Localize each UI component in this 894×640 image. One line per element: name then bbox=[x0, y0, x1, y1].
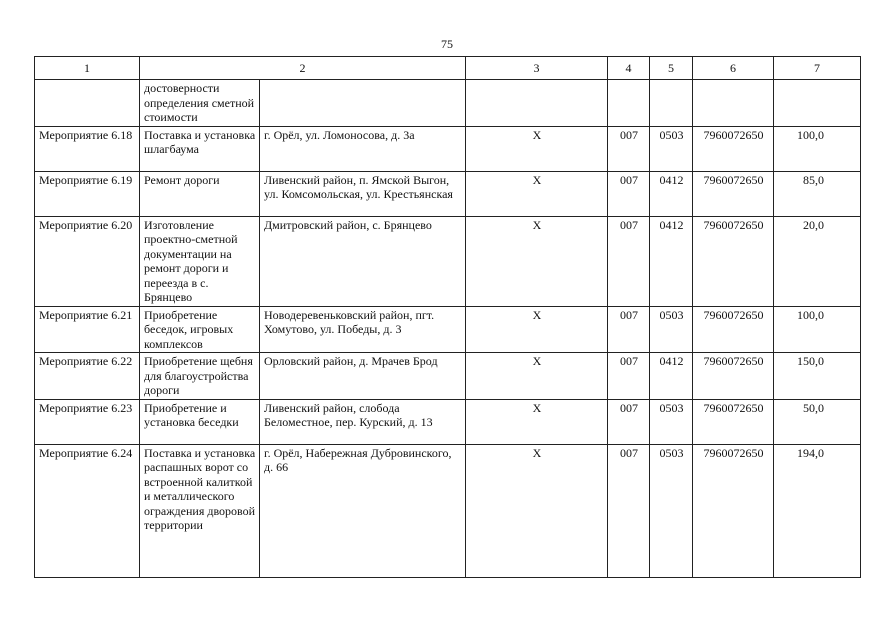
measure-id-cell: Мероприятие 6.23 bbox=[35, 399, 140, 444]
section-cell: 0412 bbox=[650, 171, 693, 216]
column-header-1: 1 bbox=[35, 57, 140, 80]
target-article-cell: 7960072650 bbox=[693, 306, 774, 353]
address-cell: г. Орёл, ул. Ломоносова, д. 3а bbox=[260, 126, 466, 171]
measure-id-cell bbox=[35, 80, 140, 127]
address-cell: Дмитровский район, с. Брянцево bbox=[260, 216, 466, 306]
target-article-cell: 7960072650 bbox=[693, 444, 774, 577]
code-cell: 007 bbox=[608, 399, 650, 444]
amount-cell bbox=[774, 80, 861, 127]
code-cell: 007 bbox=[608, 126, 650, 171]
budget-table bbox=[34, 56, 861, 578]
amount-cell: 50,0 bbox=[774, 399, 861, 444]
mark-cell: Х bbox=[466, 353, 608, 400]
table-row bbox=[35, 216, 861, 306]
measure-id-cell: Мероприятие 6.24 bbox=[35, 444, 140, 577]
description-cell: Приобретение и установка беседки bbox=[140, 399, 260, 444]
amount-cell: 150,0 bbox=[774, 353, 861, 400]
section-cell: 0503 bbox=[650, 444, 693, 577]
section-cell: 0503 bbox=[650, 306, 693, 353]
measure-id-cell: Мероприятие 6.21 bbox=[35, 306, 140, 353]
column-header-3: 3 bbox=[466, 57, 608, 80]
column-header-2: 2 bbox=[140, 57, 466, 80]
target-article-cell: 7960072650 bbox=[693, 126, 774, 171]
section-cell: 0503 bbox=[650, 126, 693, 171]
mark-cell: Х bbox=[466, 444, 608, 577]
section-cell bbox=[650, 80, 693, 127]
mark-cell: Х bbox=[466, 126, 608, 171]
code-cell: 007 bbox=[608, 444, 650, 577]
target-article-cell: 7960072650 bbox=[693, 216, 774, 306]
target-article-cell: 7960072650 bbox=[693, 399, 774, 444]
description-cell: Поставка и установка распашных ворот со встроенной калиткой и металлического ограждения дворовой территории bbox=[140, 444, 260, 577]
page-number: 75 bbox=[441, 37, 453, 51]
mark-cell bbox=[466, 80, 608, 127]
code-cell: 007 bbox=[608, 353, 650, 400]
amount-cell: 20,0 bbox=[774, 216, 861, 306]
table-row bbox=[35, 306, 861, 353]
column-header-5: 5 bbox=[650, 57, 693, 80]
amount-cell: 194,0 bbox=[774, 444, 861, 577]
table-row bbox=[35, 171, 861, 216]
measure-id-cell: Мероприятие 6.19 bbox=[35, 171, 140, 216]
description-cell: Изготовление проектно-сметной документации на ремонт дороги и переезда в с. Брянцево bbox=[140, 216, 260, 306]
mark-cell: Х bbox=[466, 216, 608, 306]
measure-id-cell: Мероприятие 6.22 bbox=[35, 353, 140, 400]
section-cell: 0412 bbox=[650, 216, 693, 306]
table-body bbox=[35, 80, 861, 578]
target-article-cell: 7960072650 bbox=[693, 171, 774, 216]
amount-cell: 100,0 bbox=[774, 306, 861, 353]
target-article-cell: 7960072650 bbox=[693, 353, 774, 400]
mark-cell: Х bbox=[466, 399, 608, 444]
table-row bbox=[35, 444, 861, 577]
description-cell: Ремонт дороги bbox=[140, 171, 260, 216]
address-cell: Новодеревеньковский район, пгт. Хомутово, ул. Победы, д. 3 bbox=[260, 306, 466, 353]
header-row bbox=[35, 57, 861, 80]
description-cell: Поставка и установка шлагбаума bbox=[140, 126, 260, 171]
target-article-cell bbox=[693, 80, 774, 127]
description-cell: достоверности определения сметной стоимости bbox=[140, 80, 260, 127]
code-cell: 007 bbox=[608, 171, 650, 216]
table-row bbox=[35, 126, 861, 171]
mark-cell: Х bbox=[466, 306, 608, 353]
description-cell: Приобретение щебня для благоустройства дороги bbox=[140, 353, 260, 400]
mark-cell: Х bbox=[466, 171, 608, 216]
table-row bbox=[35, 80, 861, 127]
measure-id-cell: Мероприятие 6.20 bbox=[35, 216, 140, 306]
code-cell: 007 bbox=[608, 306, 650, 353]
amount-cell: 85,0 bbox=[774, 171, 861, 216]
section-cell: 0412 bbox=[650, 353, 693, 400]
address-cell: Ливенский район, п. Ямской Выгон, ул. Комсомольская, ул. Крестьянская bbox=[260, 171, 466, 216]
code-cell bbox=[608, 80, 650, 127]
address-cell: Ливенский район, слобода Беломестное, пер. Курский, д. 13 bbox=[260, 399, 466, 444]
table-row bbox=[35, 399, 861, 444]
column-header-4: 4 bbox=[608, 57, 650, 80]
code-cell: 007 bbox=[608, 216, 650, 306]
column-header-7: 7 bbox=[774, 57, 861, 80]
measure-id-cell: Мероприятие 6.18 bbox=[35, 126, 140, 171]
address-cell bbox=[260, 80, 466, 127]
address-cell: Орловский район, д. Мрачев Брод bbox=[260, 353, 466, 400]
address-cell: г. Орёл, Набережная Дубровинского, д. 66 bbox=[260, 444, 466, 577]
column-header-6: 6 bbox=[693, 57, 774, 80]
amount-cell: 100,0 bbox=[774, 126, 861, 171]
table-row bbox=[35, 353, 861, 400]
description-cell: Приобретение беседок, игровых комплексов bbox=[140, 306, 260, 353]
section-cell: 0503 bbox=[650, 399, 693, 444]
